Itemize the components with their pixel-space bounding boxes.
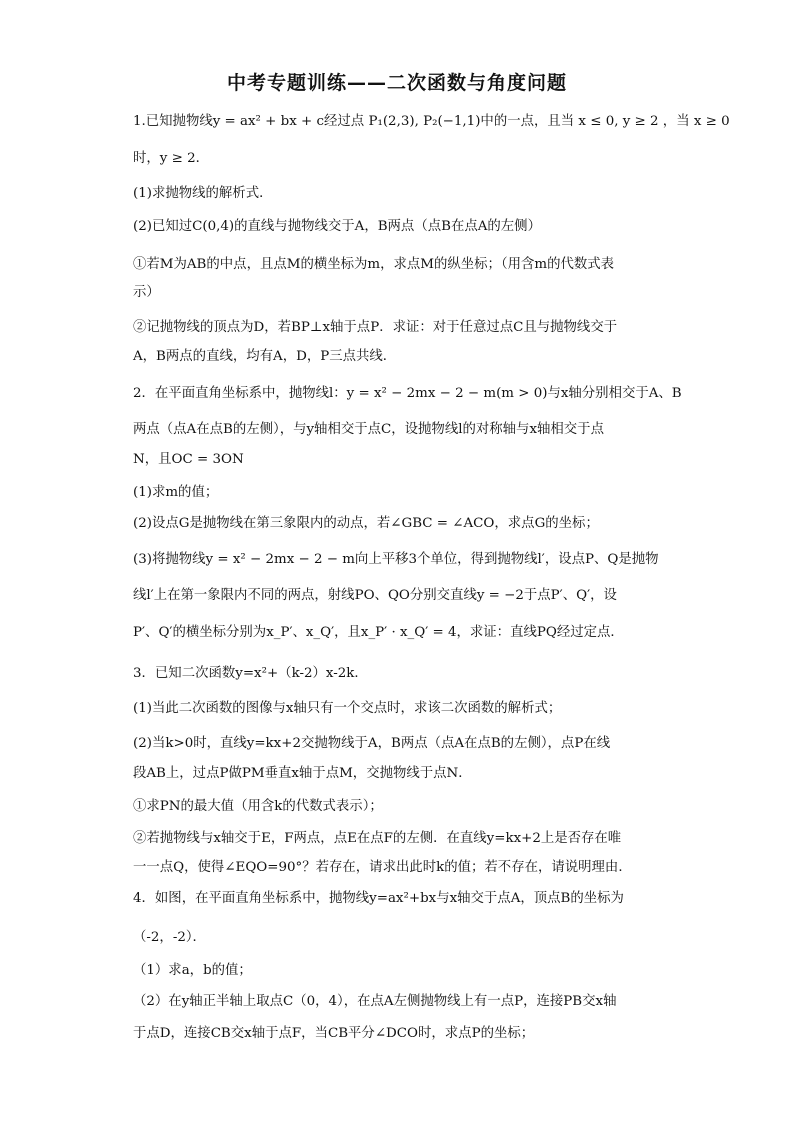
text-line: 线l′上在第一象限内不同的两点，射线PO、QO分别交直线y = −2于点P′、Q′，设 [133, 588, 617, 603]
text-line: ②记抛物线的顶点为D，若BP⊥x轴于点P．求证：对于任意过点C且与抛物线交于 [133, 320, 618, 335]
text-line: (1)求m的值； [133, 485, 219, 500]
text-line: ①若M为AB的中点，且点M的横坐标为m，求点M的纵坐标；（用含m的代数式表 [133, 257, 615, 272]
page-title: 中考专题训练——二次函数与角度问题 [226, 72, 567, 94]
text-line: (2)设点G是抛物线在第三象限内的动点，若∠GBC = ∠ACO，求点G的坐标； [133, 516, 599, 531]
text-line: (3)将抛物线y = x² − 2mx − 2 − m向上平移3个单位，得到抛物线l′，设点P、Q是抛物 [133, 552, 659, 567]
text-line: 时，y ≥ 2． [133, 151, 209, 166]
text-line: 2．在平面直角坐标系中，抛物线l：y = x² − 2mx − 2 − m(m > 0)与x轴分别相交于A、B [133, 386, 682, 401]
text-line: (1)求抛物线的解析式． [133, 186, 273, 201]
text-line: (1)当此二次函数的图像与x轴只有一个交点时，求该二次函数的解析式； [133, 701, 562, 716]
text-line: 示） [133, 285, 160, 300]
text-line: 两点（点A在点B的左侧），与y轴相交于点C，设抛物线l的对称轴与x轴相交于点 [133, 422, 604, 437]
text-line: A，B两点的直线，均有A，D，P三点共线． [133, 349, 397, 364]
text-line: ②若抛物线与x轴交于E，F两点，点E在点F的左侧．在直线y=kx+2上是否存在唯 [133, 831, 622, 846]
text-line: (2)已知过C(0,4)的直线与抛物线交于A，B两点（点B在点A的左侧） [133, 219, 541, 234]
text-line: （2）在y轴正半轴上取点C（0，4），在点A左侧抛物线上有一点P，连接PB交x轴 [133, 994, 617, 1009]
text-line: 3．已知二次函数y=x²+（k-2）x-2k． [133, 666, 368, 681]
text-line: 4．如图，在平面直角坐标系中，抛物线y=ax²+bx与x轴交于点A，顶点B的坐标为 [133, 891, 624, 906]
text-line: 段AB上，过点P做PM垂直x轴于点M，交抛物线于点N． [133, 766, 472, 781]
text-line: 1.已知抛物线y = ax² + bx + c经过点 P₁(2,3), P₂(−1,1)中的一点，且当 x ≤ 0, y ≥ 2 ，当 x ≥ 0 [133, 114, 730, 129]
text-line: ①求PN的最大值（用含k的代数式表示）； [133, 799, 383, 814]
text-line: P′、Q′的横坐标分别为x_P′、x_Q′，且x_P′ · x_Q′ = 4，求证：直线PQ经过定点． [133, 625, 624, 640]
text-line: N，且OC = 3ON [133, 452, 244, 467]
text-line: 于点D，连接CB交x轴于点F，当CB平分∠DCO时，求点P的坐标； [133, 1026, 535, 1041]
text-line: （1）求a，b的值； [133, 963, 252, 978]
text-line: 一一点Q，使得∠EQO=90°？若存在，请求出此时k的值；若不存在，请说明理由． [133, 860, 632, 875]
text-line: (2)当k>0时，直线y=kx+2交抛物线于A，B两点（点A在点B的左侧），点P在线 [133, 736, 611, 751]
text-line: （-2，-2）． [133, 930, 206, 945]
